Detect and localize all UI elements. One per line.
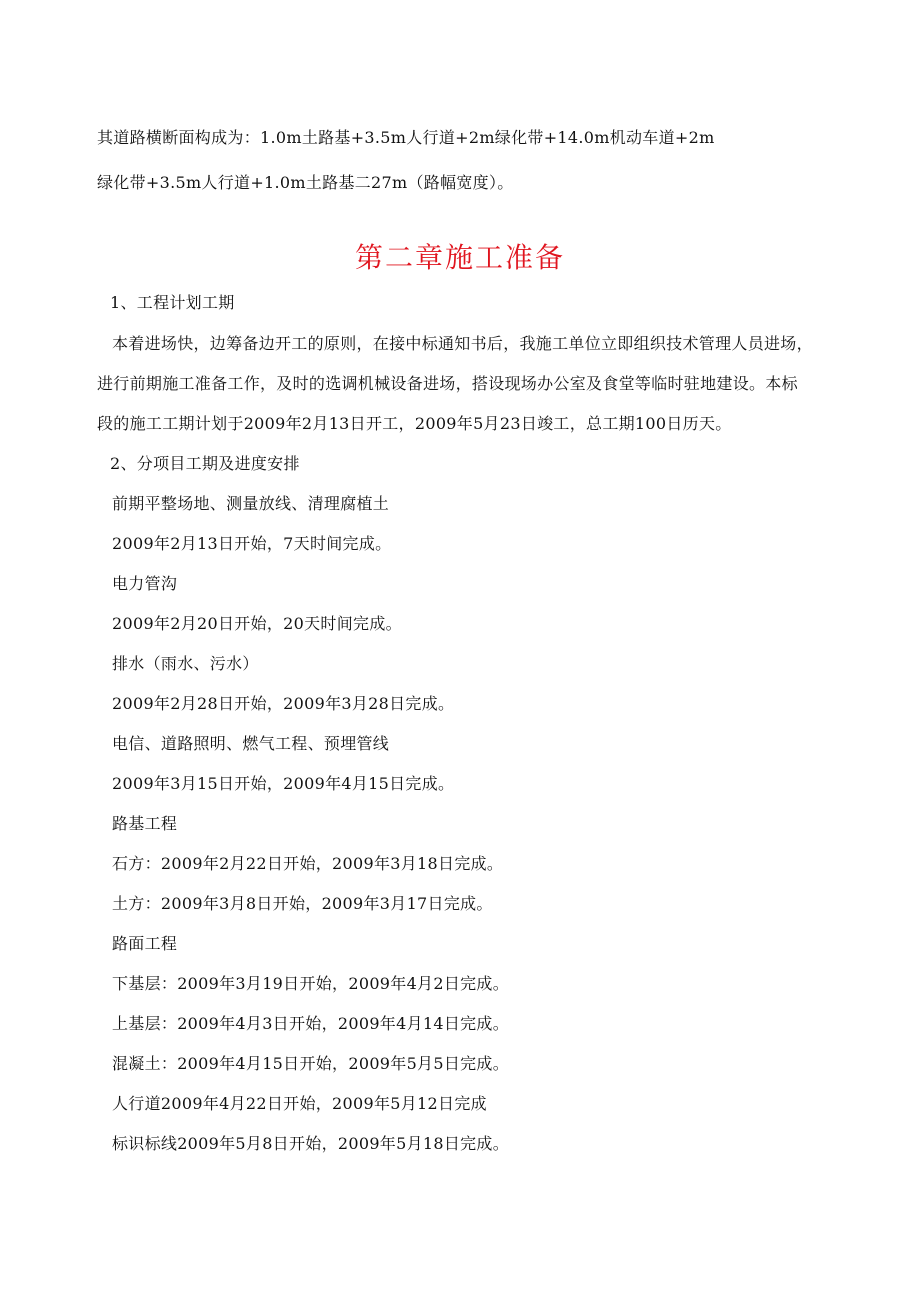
schedule-item: 排水（雨水、污水）	[112, 654, 259, 673]
schedule-item: 人行道2009年4月22日开始，2009年5月12日完成	[112, 1094, 487, 1113]
schedule-item: 路面工程	[112, 934, 178, 953]
section-1-paragraph-line-3: 段的施工工期计划于2009年2月13日开工，2009年5月23日竣工，总工期100日历天。	[97, 414, 732, 433]
section-1-heading: 1、工程计划工期	[110, 293, 235, 312]
section-2-heading: 2、分项目工期及进度安排	[110, 454, 300, 473]
schedule-item: 路基工程	[112, 814, 178, 833]
schedule-item: 2009年2月28日开始，2009年3月28日完成。	[112, 694, 455, 713]
section-1-paragraph-line-1: 本着进场快，边筹备边开工的原则，在接中标通知书后，我施工单位立即组织技术管理人员进场，	[112, 334, 813, 353]
schedule-item: 下基层：2009年3月19日开始，2009年4月2日完成。	[112, 974, 510, 993]
schedule-item: 土方：2009年3月8日开始，2009年3月17日完成。	[112, 894, 493, 913]
schedule-item: 混凝土：2009年4月15日开始，2009年5月5日完成。	[112, 1054, 510, 1073]
schedule-item: 2009年3月15日开始，2009年4月15日完成。	[112, 774, 455, 793]
schedule-item: 电力管沟	[112, 574, 178, 593]
schedule-item: 上基层：2009年4月3日开始，2009年4月14日完成。	[112, 1014, 510, 1033]
schedule-item: 石方：2009年2月22日开始，2009年3月18日完成。	[112, 854, 504, 873]
schedule-item: 前期平整场地、测量放线、清理腐植土	[112, 494, 390, 513]
intro-line-1: 其道路横断面构成为：1.0m土路基+3.5m人行道+2m绿化带+14.0m机动车道+2m	[97, 128, 715, 147]
section-1-paragraph-line-2: 进行前期施工准备工作，及时的选调机械设备进场，搭设现场办公室及食堂等临时驻地建设。本标	[97, 374, 798, 393]
schedule-item: 标识标线2009年5月8日开始，2009年5月18日完成。	[112, 1134, 510, 1153]
schedule-item: 电信、道路照明、燃气工程、预埋管线	[112, 734, 390, 753]
schedule-item: 2009年2月13日开始，7天时间完成。	[112, 534, 392, 553]
schedule-item: 2009年2月20日开始，20天时间完成。	[112, 614, 402, 633]
chapter-title: 第二章施工准备	[354, 241, 565, 274]
intro-line-2: 绿化带+3.5m人行道+1.0m土路基二27m（路幅宽度）。	[97, 173, 514, 192]
